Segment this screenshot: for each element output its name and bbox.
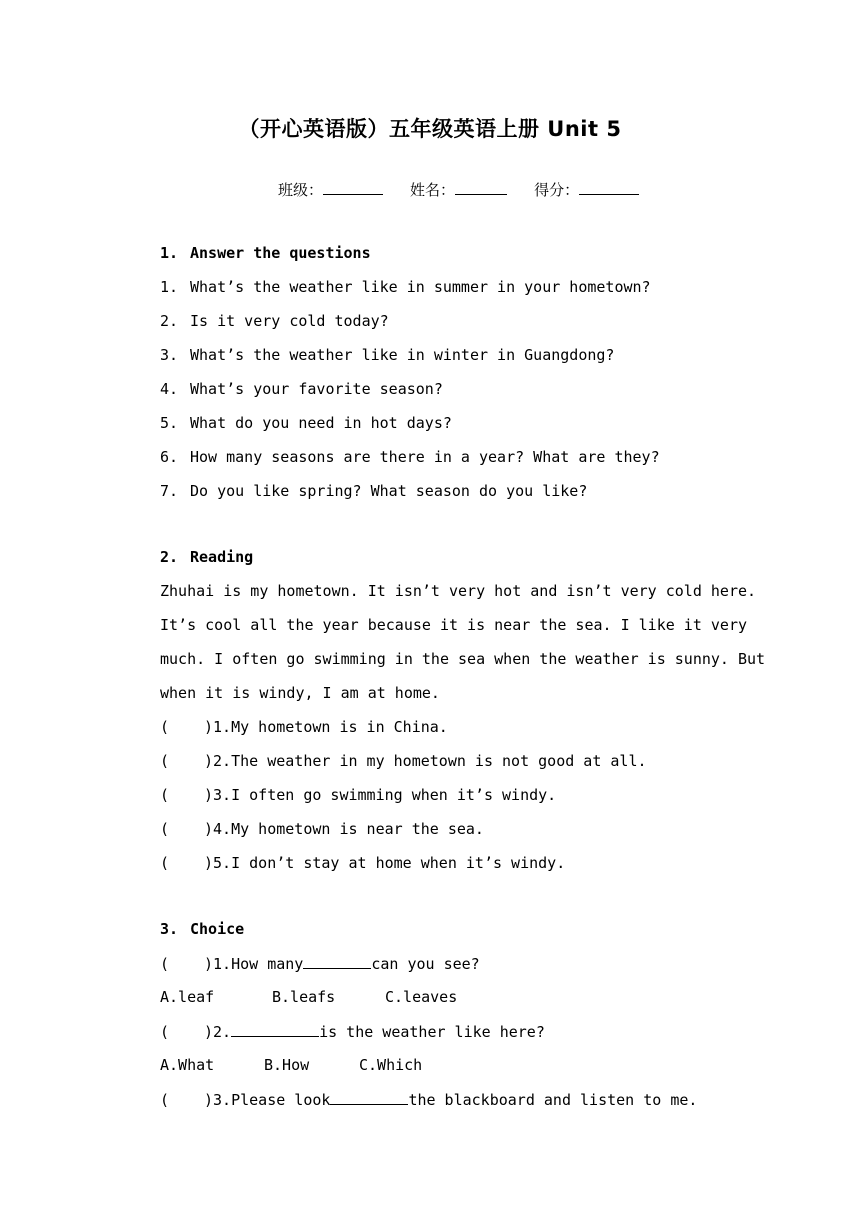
question-number: 5. xyxy=(160,414,179,432)
fill-blank[interactable] xyxy=(330,1089,408,1105)
section-number: 3. xyxy=(160,920,179,938)
item-text: 4.My hometown is near the sea. xyxy=(213,820,484,838)
question xyxy=(160,481,587,501)
answer-bracket[interactable]: ( xyxy=(160,1023,170,1041)
question-text: 2. xyxy=(213,1023,232,1041)
score-label: 得分： xyxy=(534,181,580,199)
question-text: What’s your favorite season? xyxy=(190,380,443,398)
question-number: 1. xyxy=(160,278,179,296)
item-text: 2.The weather in my hometown is not good at all. xyxy=(213,752,647,770)
option[interactable]: C.leaves xyxy=(385,988,458,1006)
question-text: What’s the weather like in summer in your hometown? xyxy=(190,278,651,296)
question-text: What’s the weather like in winter in Guangdong? xyxy=(190,346,615,364)
item-text: 3.I often go swimming when it’s windy. xyxy=(213,786,557,804)
section-number: 2. xyxy=(160,548,179,566)
true-false-item: ( )1.My hometown is in China. xyxy=(160,718,448,736)
question xyxy=(160,447,660,467)
item-text: 1.My hometown is in China. xyxy=(213,718,448,736)
section-1-heading xyxy=(160,243,371,263)
answer-bracket[interactable]: ( xyxy=(160,1091,170,1109)
passage-line: Zhuhai is my hometown. It isn’t very hot and isn’t very cold here. xyxy=(160,582,757,600)
answer-bracket[interactable]: ( xyxy=(160,752,170,770)
option[interactable]: A.leaf xyxy=(160,988,215,1006)
question-text: What do you need in hot days? xyxy=(190,414,452,432)
question-number: 6. xyxy=(160,448,179,466)
fill-blank[interactable] xyxy=(303,953,371,969)
choice-question: ( )3.Please look the blackboard and listen to me. xyxy=(160,1091,698,1109)
option[interactable]: B.leafs xyxy=(272,988,336,1006)
section-2-heading xyxy=(160,547,253,567)
class-blank[interactable] xyxy=(323,180,383,195)
question-number: 3. xyxy=(160,346,179,364)
question xyxy=(160,277,651,297)
name-label: 姓名： xyxy=(410,181,456,199)
fill-blank[interactable] xyxy=(231,1021,319,1037)
choice-question: ( )1.How many can you see? xyxy=(160,955,480,973)
score-blank[interactable] xyxy=(579,180,639,195)
option[interactable]: A.What xyxy=(160,1056,215,1074)
passage-line: It’s cool all the year because it is near the sea. I like it very xyxy=(160,616,747,634)
question xyxy=(160,345,614,365)
answer-bracket[interactable]: ( xyxy=(160,955,170,973)
question-text: Is it very cold today? xyxy=(190,312,389,330)
answer-bracket[interactable]: ( xyxy=(160,786,170,804)
question-text: How many seasons are there in a year? What are they? xyxy=(190,448,660,466)
section-title: Answer the questions xyxy=(190,244,371,262)
question-text: 3.Please look xyxy=(213,1091,331,1109)
item-text: 5.I don’t stay at home when it’s windy. xyxy=(213,854,566,872)
question-text: Do you like spring? What season do you like? xyxy=(190,482,588,500)
answer-bracket[interactable]: ( xyxy=(160,854,170,872)
section-number: 1. xyxy=(160,244,179,262)
passage-line: when it is windy, I am at home. xyxy=(160,684,440,702)
question xyxy=(160,413,452,433)
question xyxy=(160,311,389,331)
true-false-item: ( )5.I don’t stay at home when it’s windy. xyxy=(160,854,566,872)
question-text: 1.How many xyxy=(213,955,304,973)
question-text: the blackboard and listen to me. xyxy=(408,1091,698,1109)
name-blank[interactable] xyxy=(455,180,507,195)
option[interactable]: C.Which xyxy=(359,1056,423,1074)
options-row xyxy=(160,987,457,1007)
question-number: 2. xyxy=(160,312,179,330)
question-number: 4. xyxy=(160,380,179,398)
true-false-item: ( )4.My hometown is near the sea. xyxy=(160,820,484,838)
question-text: can you see? xyxy=(371,955,480,973)
true-false-item: ( )2.The weather in my hometown is not good at all. xyxy=(160,752,647,770)
question-number: 7. xyxy=(160,482,179,500)
answer-bracket[interactable]: ( xyxy=(160,820,170,838)
choice-question: ( )2. is the weather like here? xyxy=(160,1023,545,1041)
option[interactable]: B.How xyxy=(264,1056,310,1074)
question-text: is the weather like here? xyxy=(319,1023,545,1041)
section-3-heading xyxy=(160,919,244,939)
passage-line: much. I often go swimming in the sea when the weather is sunny. But xyxy=(160,650,766,668)
page-title: （开心英语版）五年级英语上册 Unit 5 xyxy=(238,117,622,141)
true-false-item: ( )3.I often go swimming when it’s windy. xyxy=(160,786,557,804)
section-title: Choice xyxy=(190,920,245,938)
options-row xyxy=(160,1055,422,1075)
answer-bracket[interactable]: ( xyxy=(160,718,170,736)
question xyxy=(160,379,443,399)
section-title: Reading xyxy=(190,548,254,566)
student-info-row xyxy=(278,179,639,200)
class-label: 班级： xyxy=(278,181,324,199)
